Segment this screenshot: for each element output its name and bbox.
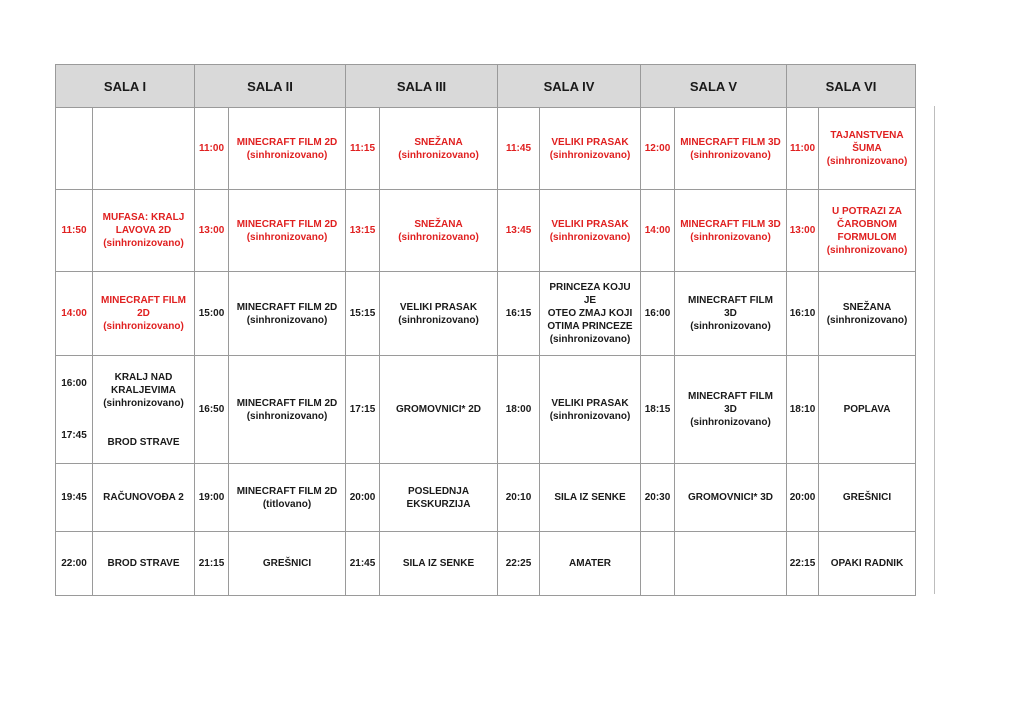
showtime: 11:50 (61, 225, 87, 236)
showtime: 11:00 (198, 143, 225, 154)
movie-title-cell (380, 532, 498, 596)
movie-title-cell (540, 108, 641, 190)
movie-title-cell (229, 356, 346, 464)
movie-title-cell (93, 356, 195, 464)
showtime-cell (346, 464, 380, 532)
showtime-cell (787, 108, 819, 190)
movie-title: MUFASA: KRALJ LAVOVA 2D (sinhronizovano) (102, 212, 185, 249)
movie-title: MINECRAFT FILM 2D (sinhronizovano) (101, 295, 186, 332)
showtime: 13:15 (349, 225, 376, 236)
showtime-cell (346, 108, 380, 190)
schedule-table (55, 64, 916, 596)
movie-title: GROMOVNICI* 3D (687, 492, 773, 503)
movie-title: SNEŽANA (sinhronizovano) (398, 218, 479, 243)
showtime-cell (498, 532, 540, 596)
movie-title: MINECRAFT FILM 3D (sinhronizovano) (688, 391, 773, 428)
hall-header-row (56, 65, 916, 108)
showtime: 22:25 (505, 558, 532, 569)
movie-title: MINECRAFT FILM 3D (sinhronizovano) (680, 136, 781, 161)
showtime-cell (56, 356, 93, 464)
showtime-cell (787, 356, 819, 464)
movie-title: KRALJ NAD KRALJEVIMA (sinhronizovano) BROD STRAVE (103, 371, 184, 448)
movie-title: SNEŽANA (sinhronizovano) (398, 136, 479, 161)
movie-title: SILA IZ SENKE (554, 492, 626, 503)
showtime-cell (195, 532, 229, 596)
showtime: 22:00 (61, 558, 87, 569)
movie-title-cell (229, 464, 346, 532)
movie-title-cell (819, 190, 916, 272)
showtime: 20:00 (349, 492, 376, 503)
movie-title: PRINCEZA KOJU JE OTEO ZMAJ KOJI OTIMA PRINCEZE (sinhronizovano) (547, 282, 633, 345)
showtime: 16:00 (644, 308, 671, 319)
showtime-cell (787, 272, 819, 356)
movie-title-cell (380, 464, 498, 532)
showtime: 16:10 (789, 308, 816, 319)
showtime-cell (56, 272, 93, 356)
page-edge-line (934, 106, 935, 594)
movie-title-cell (819, 356, 916, 464)
movie-title: TAJANSTVENA ŠUMA (sinhronizovano) (826, 130, 908, 167)
movie-title: VELIKI PRASAK (sinhronizovano) (549, 218, 631, 243)
movie-title: MINECRAFT FILM 2D (titlovano) (236, 485, 338, 510)
showtime: 13:45 (505, 225, 532, 236)
showtime-cell (641, 108, 675, 190)
showtime-cell (787, 532, 819, 596)
schedule-row (56, 356, 916, 464)
showtime: 21:45 (349, 558, 376, 569)
showtime: 20:10 (505, 492, 532, 503)
hall-header: SALA III (346, 65, 498, 108)
showtime-cell (641, 356, 675, 464)
hall-header: SALA IV (498, 65, 641, 108)
showtime-cell (498, 190, 540, 272)
showtime-cell (346, 356, 380, 464)
movie-title-cell (675, 108, 787, 190)
showtime-cell (641, 272, 675, 356)
movie-title-cell (380, 272, 498, 356)
movie-title: VELIKI PRASAK (sinhronizovano) (549, 136, 631, 161)
movie-title: SNEŽANA (sinhronizovano) (826, 301, 908, 326)
movie-title-cell (380, 356, 498, 464)
showtime-cell (195, 190, 229, 272)
showtime: 15:15 (349, 308, 376, 319)
schedule-row (56, 190, 916, 272)
showtime: 19:45 (61, 492, 87, 503)
showtime-cell (498, 356, 540, 464)
showtime: 18:00 (505, 404, 532, 415)
movie-title: VELIKI PRASAK (sinhronizovano) (398, 301, 479, 326)
showtime: 11:00 (789, 143, 816, 154)
showtime: 13:00 (789, 225, 816, 236)
showtime-cell (56, 108, 93, 190)
movie-title: MINECRAFT FILM 2D (sinhronizovano) (236, 218, 338, 243)
movie-title-cell (229, 190, 346, 272)
movie-title-cell (819, 272, 916, 356)
movie-title: SILA IZ SENKE (402, 558, 475, 569)
movie-title-cell (540, 190, 641, 272)
showtime-cell (56, 190, 93, 272)
hall-header: SALA II (195, 65, 346, 108)
showtime: 14:00 (644, 225, 671, 236)
schedule-row (56, 464, 916, 532)
movie-title: VELIKI PRASAK (sinhronizovano) (549, 397, 631, 422)
showtime: 17:15 (349, 404, 376, 415)
showtime-cell (346, 190, 380, 272)
movie-title-cell (93, 272, 195, 356)
movie-title: MINECRAFT FILM 2D (sinhronizovano) (236, 136, 338, 161)
movie-title: MINECRAFT FILM 2D (sinhronizovano) (236, 301, 338, 326)
movie-title: POPLAVA (843, 404, 891, 415)
movie-title: MINECRAFT FILM 3D (sinhronizovano) (680, 218, 781, 243)
movie-title: MINECRAFT FILM 3D (sinhronizovano) (688, 295, 773, 332)
movie-title-cell (675, 464, 787, 532)
showtime-cell (641, 532, 675, 596)
movie-title: OPAKI RADNIK (830, 558, 904, 569)
showtime: 14:00 (61, 308, 87, 319)
showtime-cell (498, 464, 540, 532)
movie-title-cell (819, 108, 916, 190)
movie-title-cell (380, 108, 498, 190)
movie-title-cell (229, 532, 346, 596)
showtime-cell (346, 532, 380, 596)
showtime: 11:45 (505, 143, 532, 154)
movie-title: GROMOVNICI* 2D (395, 404, 481, 415)
showtime-cell (787, 190, 819, 272)
movie-title-cell (380, 190, 498, 272)
movie-title: POSLEDNJA EKSKURZIJA (406, 485, 471, 510)
showtime-cell (56, 464, 93, 532)
showtime-cell (195, 272, 229, 356)
movie-title: RAČUNOVOĐA 2 (103, 492, 184, 503)
movie-title-cell (229, 272, 346, 356)
schedule-row (56, 272, 916, 356)
showtime-cell (56, 532, 93, 596)
movie-title-cell (93, 464, 195, 532)
showtime: 15:00 (198, 308, 225, 319)
showtime: 13:00 (198, 225, 225, 236)
showtime-cell (195, 356, 229, 464)
showtime: 16:15 (505, 308, 532, 319)
movie-title: AMATER (568, 558, 612, 569)
movie-title-cell (675, 532, 787, 596)
movie-title-cell (540, 532, 641, 596)
movie-title-cell (675, 272, 787, 356)
hall-header: SALA V (641, 65, 787, 108)
movie-title-cell (540, 464, 641, 532)
hall-header: SALA I (56, 65, 195, 108)
movie-title: GREŠNICI (842, 492, 892, 503)
movie-title-cell (675, 190, 787, 272)
showtime-cell (641, 464, 675, 532)
showtime: 18:10 (789, 404, 816, 415)
showtime-cell (346, 272, 380, 356)
movie-title: BROD STRAVE (107, 558, 180, 569)
movie-title-cell (819, 532, 916, 596)
showtime: 18:15 (644, 404, 671, 415)
schedule-row (56, 108, 916, 190)
showtime: 16:00 17:45 (61, 378, 87, 441)
showtime: 12:00 (644, 143, 671, 154)
showtime-cell (195, 108, 229, 190)
showtime: 21:15 (198, 558, 225, 569)
showtime-cell (498, 272, 540, 356)
movie-title-cell (540, 272, 641, 356)
movie-title: MINECRAFT FILM 2D (sinhronizovano) (236, 397, 338, 422)
showtime-cell (498, 108, 540, 190)
showtime-cell (787, 464, 819, 532)
showtime-cell (195, 464, 229, 532)
movie-title: GREŠNICI (262, 558, 312, 569)
showtime: 11:15 (349, 143, 376, 154)
movie-title-cell (93, 190, 195, 272)
movie-title-cell (93, 108, 195, 190)
showtime: 19:00 (198, 492, 225, 503)
movie-title-cell (819, 464, 916, 532)
movie-title-cell (540, 356, 641, 464)
hall-header: SALA VI (787, 65, 916, 108)
movie-title-cell (675, 356, 787, 464)
showtime: 16:50 (198, 404, 225, 415)
showtime: 20:00 (789, 492, 816, 503)
showtime: 22:15 (789, 558, 816, 569)
movie-title-cell (229, 108, 346, 190)
schedule-row (56, 532, 916, 596)
showtime-cell (641, 190, 675, 272)
movie-title: U POTRAZI ZA ČAROBNOM FORMULOM (sinhronizovano) (826, 205, 908, 256)
showtime: 20:30 (644, 492, 671, 503)
movie-title-cell (93, 532, 195, 596)
